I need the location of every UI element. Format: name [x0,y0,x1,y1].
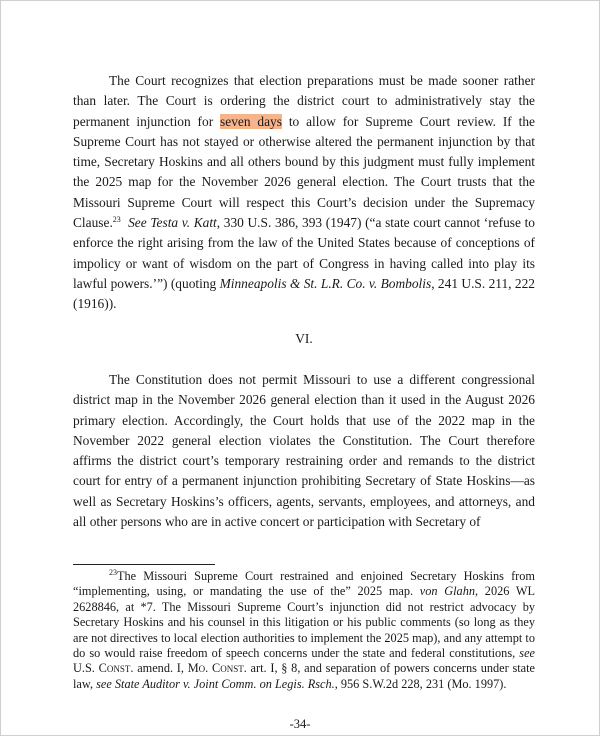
paragraph-text: , 330 U.S. 386, 393 (1947) (“a state court cannot ‘refuse to enforce the right arising from the law of the United States because of conceptions of impolicy or want of wisdom on the part of Congress in having called into play its lawful powers.’”) (quoting [73,215,535,291]
case-citation: See Testa v. Katt [128,215,217,231]
paragraph-holding [73,370,535,532]
paragraph-stay-order [73,71,535,315]
footnote-text: , 956 S.W.2d 228, 231 (Mo. 1997). [334,676,507,691]
section-heading: VI. [295,331,313,346]
small-caps-text: Mo. Const [187,661,244,676]
paragraph-text: The Court recognizes that election preparations must be made sooner rather than later. The Court is ordering the district court to administratively stay the permanent injunction for [73,73,535,129]
footnote-reference[interactable]: 23 [112,215,121,225]
paragraph-text: The Constitution does not permit Missouri to use a different congressional district map in the November 2026 general election than it used in the August 2026 primary election. Accordingly, the Court holds that use of the 2022 map in the November 2022 general election violates the Constitution. The Court therefore affirms the district court’s temporary restraining order and remands to the district court for entry of a permanent injunction prohibiting Secretary of State Hoskins—as well as Secretary Hoskins’s officers, agents, servants, employees, and attorneys, and all other persons who are in active concert or participation with Secretary of [73,372,535,530]
footnote-text: , 2026 WL 2628846, at *7. The Missouri Supreme Court’s injunction did not restrict advocacy by Secretary Hoskins and his counsel in this litigation or his public comments (so long as they are not directives to local election authorities to implement the 2025 map), and any attempt to do so would raise freedom of speech concerns under the state and federal constitutions, [73,584,535,661]
footnote-text: . art. I, § 8, and separation of powers concerns under state law, [73,661,535,691]
paragraph-text: to allow for Supreme Court review. If the Supreme Court has not stayed or otherwise altered the permanent injunction by that time, Secretary Hoskins and all others bound by this judgment must fully implement the 2025 map for the November 2026 general election. The Court trusts that the Missouri Supreme Court will respect this Court’s decision under the Supremacy Clause. [73,113,535,231]
footnote-number: 23 [109,568,117,577]
footnote-text: . amend. I, [130,661,188,676]
footnote-divider [73,564,215,565]
case-citation: see State Auditor v. Joint Comm. on Legis. Rsch. [96,676,335,691]
citation-signal: see [519,646,535,661]
highlighted-text[interactable]: seven days [220,113,282,129]
footnote-text: U.S. [73,661,99,676]
page-number: -34- [289,717,311,731]
paragraph-text: , 241 U.S. 211, 222 (1916)). [73,275,535,312]
footnote-23 [73,569,535,692]
small-caps-text: Const [98,661,131,676]
footnote-text: The Missouri Supreme Court restrained and enjoined Secretary Hoskins from “implementing, using, or mandating the use of the” 2025 map. [73,569,535,599]
case-citation: Minneapolis & St. L.R. Co. v. Bombolis [219,275,432,291]
case-citation: von Glahn [419,584,476,599]
